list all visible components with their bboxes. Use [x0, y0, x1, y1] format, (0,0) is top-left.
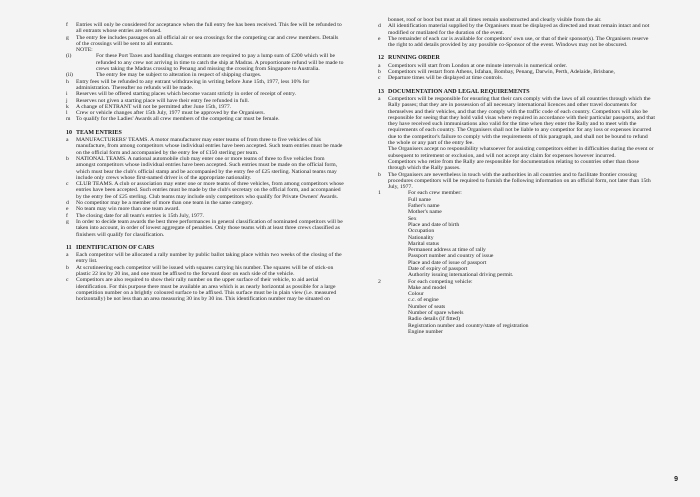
clause-marker: i: [66, 91, 68, 98]
crew-field: Marital status: [408, 240, 440, 247]
clause-13a-para2: The Organisers accept no responsibility whatsoever for assisting competitors either in difficulties during the event or subsequent to retirement or exclusion, and will not accept any claim for expenses however incurred.: [388, 146, 654, 159]
clause-text: All identification material supplied by the Organisers must be displayed as directed and must remain intact and not modified or mutilated for the duration of the event.: [388, 23, 650, 36]
clause-marker: h: [66, 78, 69, 85]
clause-marker: b: [66, 264, 69, 271]
clause-marker: k: [66, 103, 69, 110]
clause-marker: (ii): [66, 72, 73, 79]
clause-marker: g: [66, 34, 69, 41]
vehicle-field: c.c. of engine: [408, 297, 439, 304]
entry-clause: [66, 22, 344, 35]
clause-text: The entry fee may be subject to alteration in respect of shipping charges.: [96, 72, 262, 79]
crew-field: Authority issuing international driving permit.: [408, 272, 514, 279]
clause-text: Entries will only be considered for acceptance when the full entry fee has been received. This fee will be refunded to all entrants whose entries are refused.: [76, 22, 342, 35]
team-entries-clause: [66, 219, 344, 238]
clause-text: Competitors will restart from Athens, Isfahan, Bombay, Penang, Darwin, Perth, Adelaide, Brisbane,: [388, 69, 615, 76]
clause-marker: a: [378, 62, 381, 69]
entry-clause: [66, 53, 344, 72]
vehicle-list-heading: 2 For each competing vehicle:: [378, 278, 473, 285]
clause-marker: e: [66, 206, 69, 213]
page-number: 9: [674, 475, 678, 483]
section-heading-10: 10 TEAM ENTRIES: [66, 129, 122, 136]
entry-clause: [66, 79, 344, 92]
clause-text: At scrutineering each competitor will be issued with squares carrying his number. The squares will be of stick-on plastic 22 ins by 20 ins, and one must be affixed to the forward door on each side of the vehicle.: [76, 264, 334, 277]
clause-marker: f: [66, 212, 68, 219]
clause-marker: d: [378, 23, 381, 30]
vehicle-field: Colour: [408, 291, 424, 298]
clause-marker: c: [378, 75, 381, 82]
entry-clause: [66, 35, 344, 48]
running-order-clause: [378, 75, 656, 81]
vehicle-field: Engine number: [408, 328, 443, 335]
clause-text: Competitors will start from London at one minute intervals in numerical order.: [388, 62, 568, 69]
vehicle-field: Number of seats: [408, 303, 446, 310]
clause-text: No team may win more than one team award.: [76, 206, 180, 213]
team-entries-clause: [66, 137, 344, 156]
clause-text: The remainder of each car is available for competitors' own use, or that of their sponsor(s). The Organisers reserve the right to add details provided by any possible co-Sponsor of the event. Windows may not be obscured.: [388, 35, 649, 49]
entry-clause: [66, 116, 344, 122]
crew-list-heading: 1 For each crew member:: [378, 190, 462, 197]
crew-field: Nationality: [408, 234, 434, 241]
vehicle-field: Make and model: [408, 284, 447, 291]
clause-text: NOTE:: [76, 47, 93, 54]
clause-marker: d: [66, 200, 69, 207]
clause-13a: a Competitors will be responsible for ensuring that their cars comply with the laws of all countries through which the Rally passes; that they are in possession of all necessary international licences and other travel documents for themselves and their vehicles, and that they comply with the traffic code of each country. Competitors will also be responsible for seeing that they hold valid visas where required in accordance with their particular passports, and that they have received such immunisations also valid for the time when they enter the Rally and to meet with the requirements of each country. The Organisers shall not be liable to any competitor for any loss or expenses incurred due to the competitor's failure to comply with the requirements of this paragraph, and shall not be bound to refund the whole or any part of the entry fee.: [378, 95, 655, 147]
clause-text: CLUB TEAMS. A club or association may enter one or more teams of three vehicles, from among competitors whose entries have been accepted. Such entries must be made by the club's secretary on the official form, and accompanied by the entry fee of £25 sterling. Club teams may include only competitors who qualify for Private Owners' Awards.: [76, 181, 344, 200]
crew-field: Place and date of issue of passport: [408, 259, 487, 266]
clause-text: Departure times will be displayed at time controls.: [388, 75, 503, 82]
vehicle-list: [378, 285, 656, 335]
clause-marker: b: [66, 155, 69, 162]
clause-text: Reserves not given a starting place will have their entry fee refunded in full.: [76, 97, 250, 104]
clause-text: In order to decide team awards the best three performances in general classification of nominated competitors will be taken into account, in order of lowest aggregate of penalties. Only those teams with at least three crews classified as finishers will qualify for classification.: [76, 218, 343, 238]
identification-clause: [66, 265, 344, 278]
clause-marker: a: [66, 137, 69, 144]
clause-marker: j: [66, 97, 68, 104]
crew-field: Date of expiry of passport: [408, 265, 468, 272]
crew-field: Father's name: [408, 203, 440, 210]
identification-cont-clause: [378, 23, 656, 36]
crew-field: Sex: [408, 215, 417, 222]
clause-13a-para3: Competitors who retire from the Rally are responsible for documentation relating to countries other than those through which the Rally passes.: [388, 158, 639, 172]
team-entries-clause: [66, 181, 344, 200]
crew-list: [378, 197, 656, 279]
clause-text: No competitor may be a member of more than one team in the same category.: [76, 200, 253, 207]
identification-clause: [66, 277, 344, 302]
clause-text: MANUFACTURERS' TEAMS. A motor manufacturer may enter teams of from three to five vehicles of his manufacture, from among competitors whose individual entries have been accepted. Such team entries must be made on the official form and accompanied by the entry fee of £150 sterling per team.: [76, 137, 343, 156]
clause-text: Each competitor will be allocated a rally number by public ballot taking place within two weeks of the closing of the entry list.: [76, 252, 342, 265]
identification-clause: [66, 252, 344, 265]
crew-field: Full name: [408, 196, 431, 203]
clause-text: Competitors are also required to show their rally number on the upper surface of their vehicle, to aid aerial identification. For this purpose there must be available an area which is as nearly horizontal as possible for a large competition number on a brightly coloured surface to be affixed. This surface must be in plain view (i.e. measured horizontally) be not less than an area measuring 30 ins by 30 ins. This identification number may be situated on: [76, 277, 337, 303]
clause-text: The entry fee includes passages on all official air or sea crossings for the competing car and crew members. Details of the crossings will be sent to all entrants.: [76, 34, 339, 47]
section-heading-13: 13 DOCUMENTATION AND LEGAL REQUIREMENTS: [378, 88, 530, 95]
vehicle-field: Number of spare wheels: [408, 310, 464, 317]
clause-text: To qualify for the Ladies' Awards all crew members of the competing car must be female.: [76, 116, 280, 123]
clause-marker: (i): [66, 53, 72, 60]
clause-marker: c: [66, 277, 69, 284]
team-entries-clause: [66, 156, 344, 181]
clause-text: Entry fees will be refunded to any entrant withdrawing in writing before June 15th, 1977, less 10% for administration. Thereafter no refunds will be made.: [76, 78, 310, 91]
clause-marker: c: [66, 181, 69, 188]
clause-13b: b The Organisers are nevertheless in touch with the authorities in all countries and to facilitate frontier crossing procedures competitors will be required to furnish the following information on an official form, not later than 15th July, 1977.: [378, 171, 651, 191]
clause-text: Crew or vehicle changes after 15th July, 1977 must be approved by the Organisers.: [76, 110, 265, 117]
clause-marker: m: [66, 116, 71, 123]
vehicle-field: Radio details (if fitted): [408, 316, 460, 323]
crew-field: Permanent address at time of rally: [408, 247, 486, 254]
clause-marker: e: [378, 35, 381, 42]
left-column: [66, 22, 344, 302]
clause-text: For these Port Taxes and handling charges entrants are required to pay a lump sum of £200 which will be refunded to any crew not arriving in time to catch the ship at Madras. A proportionate refund will be made to crews taking the Madras crossing to Penang and missing the crossing from Singapore to Australia.: [96, 53, 344, 73]
identification-cont-clause: [378, 36, 656, 49]
crew-field: Occupation: [408, 228, 435, 235]
clause-text: NATIONAL TEAMS. A national automobile club may enter one or more teams of three to five vehicles from amongst competitors whose individual entries have been accepted. Such entries must be made on the official form, which must bear the club's official stamp and be accompanied by the entry fee of £25 sterling. National teams may include only crews whose first-named driver is of the appropriate nationality.: [76, 155, 338, 181]
section-heading-11: 11 IDENTIFICATION OF CARS: [66, 244, 155, 251]
clause-marker: l: [66, 110, 68, 117]
clause-text: A change of ENTRANT will not be permitted after June 15th, 1977.: [76, 103, 232, 110]
clause-marker: b: [378, 69, 381, 76]
crew-field: Mother's name: [408, 209, 442, 216]
clause-marker: a: [66, 252, 69, 259]
clause-text: Reserves will be offered starting places which become vacant strictly in order of receipt of entry.: [76, 91, 296, 98]
vehicle-field: Registration number and country/state of registration: [408, 322, 529, 329]
right-column: [378, 17, 656, 335]
continued-paragraph: bonnet, roof or boot but must at all times remain unobstructed and clearly visible from the air.: [388, 17, 602, 23]
crew-field: Passport number and country of issue: [408, 253, 494, 260]
crew-field: Place and date of birth: [408, 221, 460, 228]
clause-marker: g: [66, 218, 69, 225]
section-heading-12: 12 RUNNING ORDER: [378, 55, 440, 62]
clause-text: The closing date for all team's entries is 15th July, 1977.: [76, 212, 204, 219]
clause-marker: f: [66, 22, 68, 28]
